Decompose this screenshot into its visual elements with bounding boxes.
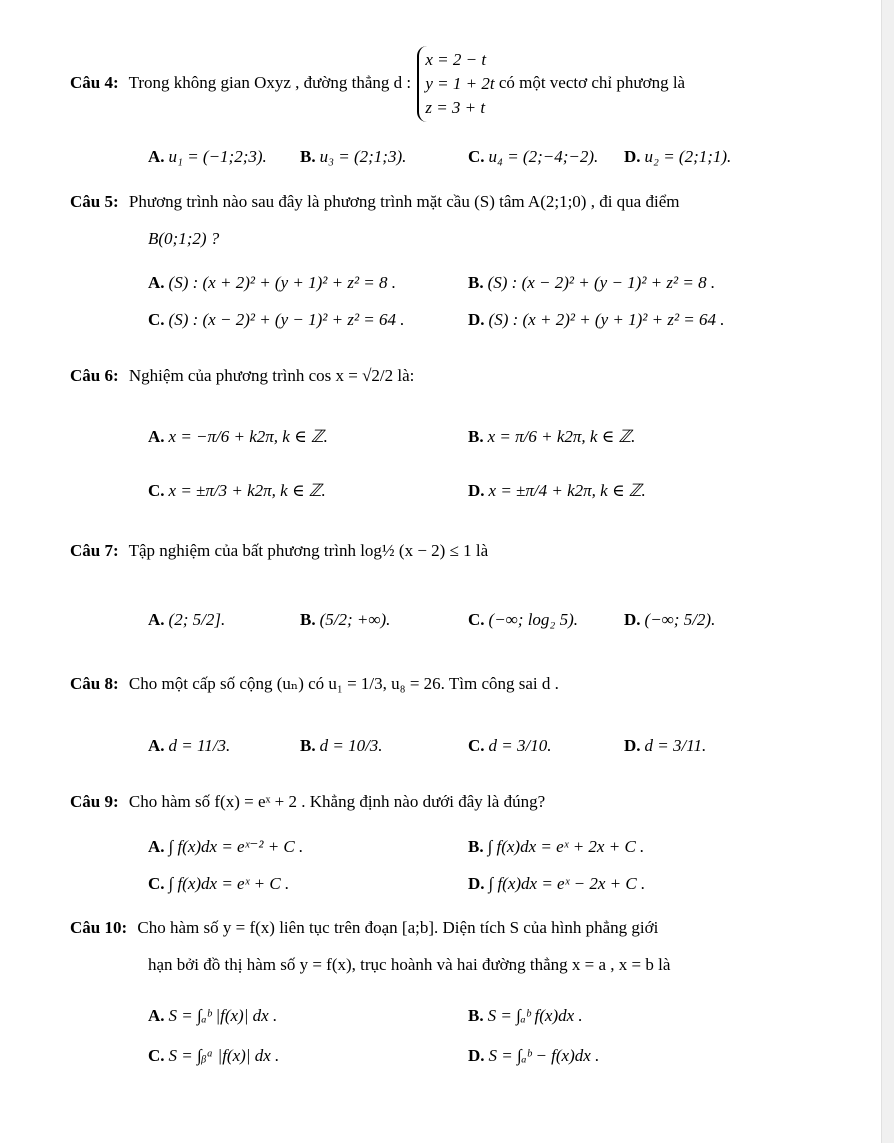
option-d[interactable]: D. u₂ = (2;1;1). (624, 147, 732, 166)
option-c[interactable]: C. (−∞; log₂ 5). (468, 610, 578, 629)
option-a[interactable]: A. ∫ f(x)dx = eˣ⁻² + C . (148, 837, 304, 856)
question-9 (70, 792, 545, 812)
question-text: Cho hàm số f(x) = eˣ + 2 . Khẳng định nào dưới đây là đúng? (128, 792, 546, 811)
line-equation-system (417, 46, 494, 122)
option-d[interactable]: D. ∫ f(x)dx = eˣ − 2x + C . (468, 874, 646, 893)
question-label: Câu 10: (70, 918, 128, 937)
option-c[interactable]: C. u₄ = (2;−4;−2). (468, 147, 599, 166)
question-text: có một vectơ chỉ phương là (498, 72, 686, 92)
option-a[interactable]: A. (S) : (x + 2)² + (y + 1)² + z² = 8 . (148, 273, 397, 292)
option-d[interactable]: D. x = ±π/4 + k2π, k ∈ ℤ. (468, 481, 646, 500)
question-8 (70, 674, 559, 694)
option-d[interactable]: D. (S) : (x + 2)² + (y + 1)² + z² = 64 . (468, 310, 725, 329)
option-a[interactable]: A. d = 11/3. (148, 736, 231, 755)
option-a[interactable]: A. u₁ = (−1;2;3). (148, 147, 267, 166)
option-b[interactable]: B. S = ∫ₐᵇ f(x)dx . (468, 1006, 583, 1025)
option-b[interactable]: B. (5/2; +∞). (300, 610, 391, 629)
question-label: Câu 4: (70, 72, 119, 92)
question-label: Câu 9: (70, 792, 119, 811)
scrollbar[interactable] (881, 0, 894, 1143)
question-text: Cho một cấp số cộng (uₙ) có u₁ = 1/3, u₈ = 26. Tìm công sai d . (128, 674, 559, 693)
option-d[interactable]: D. S = ∫ₐᵇ − f(x)dx . (468, 1046, 600, 1065)
system-line: z = 3 + t (425, 98, 486, 117)
option-b[interactable]: B. (S) : (x − 2)² + (y − 1)² + z² = 8 . (468, 273, 716, 292)
question-text: Phương trình nào sau đây là phương trình mặt cầu (S) tâm A(2;1;0) , đi qua điểm (128, 192, 680, 211)
question-text: Tập nghiệm của bất phương trình log½ (x − 2) ≤ 1 là (128, 541, 489, 560)
option-c[interactable]: C. ∫ f(x)dx = eˣ + C . (148, 874, 290, 893)
option-a[interactable]: A. (2; 5/2]. (148, 610, 226, 629)
option-c[interactable]: C. x = ±π/3 + k2π, k ∈ ℤ. (148, 481, 326, 500)
question-7 (70, 541, 488, 561)
option-c[interactable]: C. d = 3/10. (468, 736, 552, 755)
question-10 (70, 918, 658, 938)
option-c[interactable]: C. S = ∫ᵦᵃ |f(x)| dx . (148, 1046, 280, 1065)
system-line: y = 1 + 2t (425, 74, 495, 93)
option-c[interactable]: C. (S) : (x − 2)² + (y − 1)² + z² = 64 . (148, 310, 405, 329)
question-text: Nghiệm của phương trình cos x = √2/2 là: (128, 366, 415, 385)
question-text-line2: hạn bởi đồ thị hàm số y = f(x), trục hoành và hai đường thẳng x = a , x = b là (148, 955, 671, 974)
question-4 (70, 46, 685, 122)
question-text: Cho hàm số y = f(x) liên tục trên đoạn [a;b]. Diện tích S của hình phẳng giới (137, 918, 659, 937)
option-b[interactable]: B. x = π/6 + k2π, k ∈ ℤ. (468, 427, 636, 446)
question-label: Câu 5: (70, 192, 119, 211)
question-label: Câu 6: (70, 366, 119, 385)
option-a[interactable]: A. S = ∫ₐᵇ |f(x)| dx . (148, 1006, 278, 1025)
option-b[interactable]: B. ∫ f(x)dx = eˣ + 2x + C . (468, 837, 645, 856)
option-b[interactable]: B. d = 10/3. (300, 736, 383, 755)
option-d[interactable]: D. d = 3/11. (624, 736, 707, 755)
option-d[interactable]: D. (−∞; 5/2). (624, 610, 716, 629)
option-b[interactable]: B. u₃ = (2;1;3). (300, 147, 407, 166)
system-line: x = 2 − t (425, 50, 487, 69)
question-label: Câu 7: (70, 541, 119, 560)
question-text: Trong không gian Oxyz , đường thẳng d : (128, 72, 412, 92)
question-6 (70, 366, 414, 386)
question-text-line2: B(0;1;2) ? (148, 229, 220, 248)
question-label: Câu 8: (70, 674, 119, 693)
option-a[interactable]: A. x = −π/6 + k2π, k ∈ ℤ. (148, 427, 328, 446)
question-5 (70, 192, 679, 212)
